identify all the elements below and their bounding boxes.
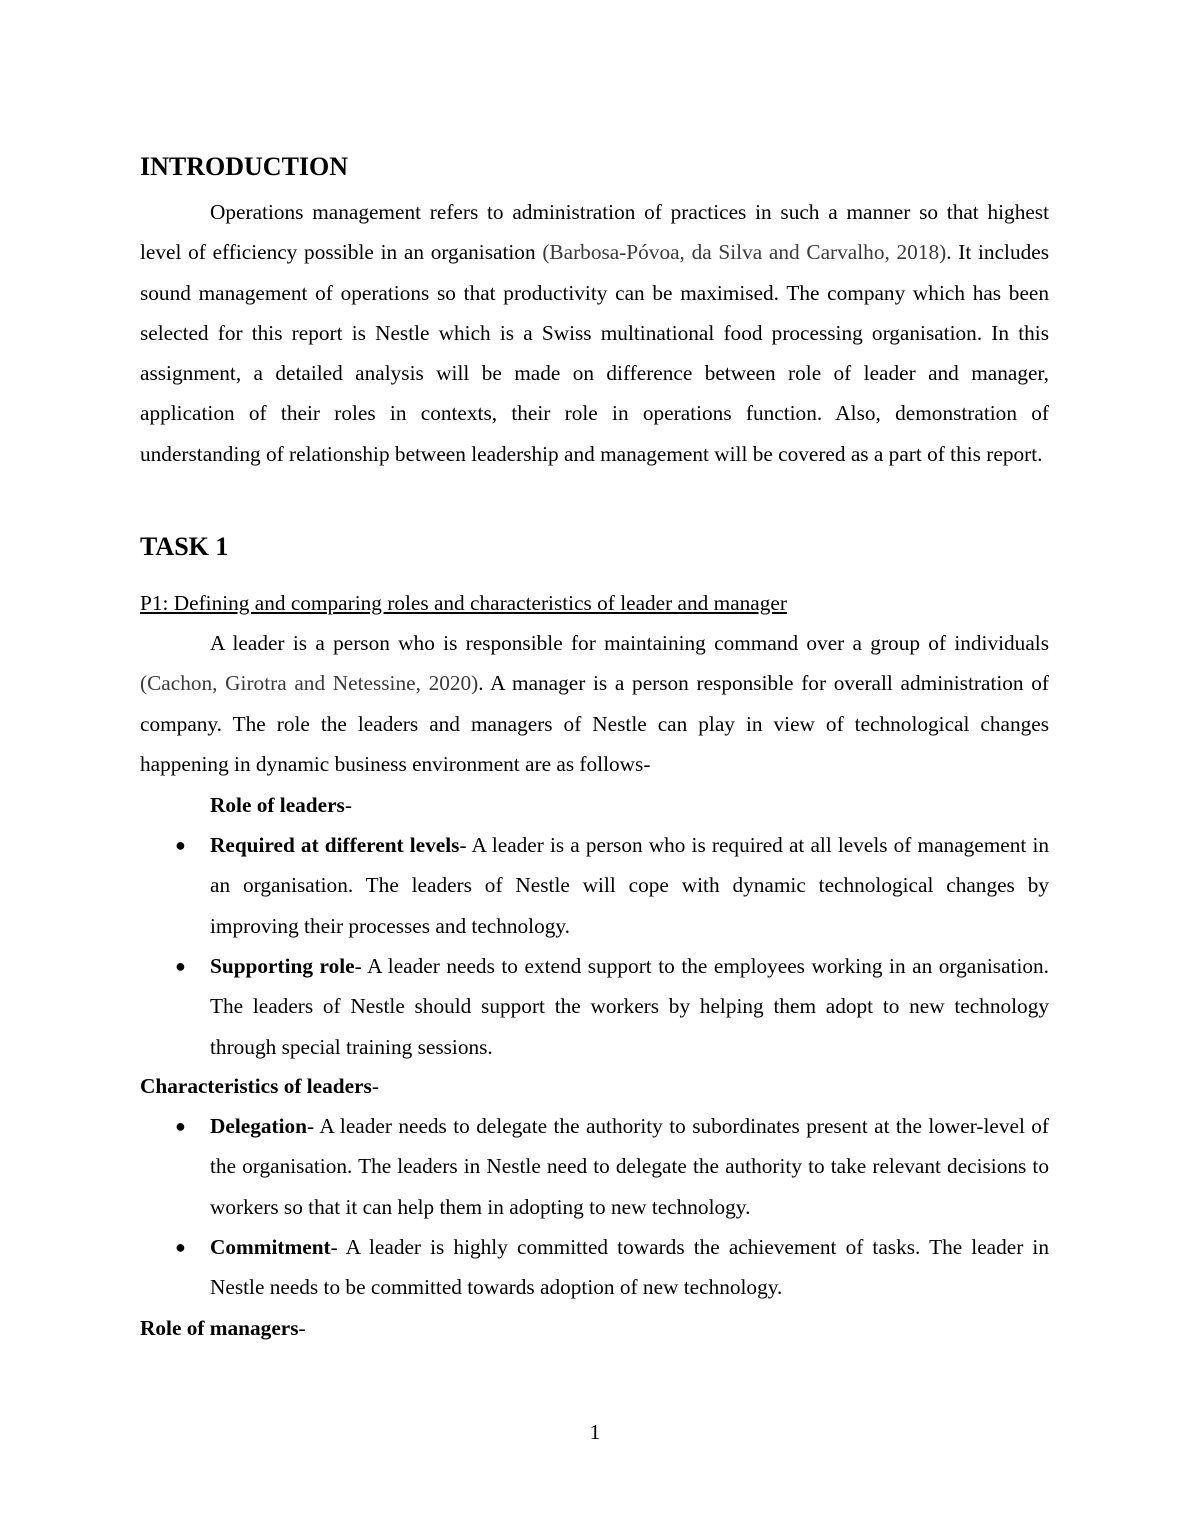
- task1-heading-block: [140, 532, 1049, 562]
- intro-text-1: Operations management refers to administration of practices in such a manner so that highest level of efficiency possible in an organisation: [140, 200, 1049, 265]
- intro-heading: INTRODUCTION: [140, 152, 349, 181]
- task1-citation: (Cachon, Girotra and Netessine, 2020): [140, 671, 479, 696]
- list-item-text: - A leader needs to delegate the authority to subordinates present at the lower-level of the organisation. The leaders in Nestle need to delegate the authority to take relevant decisions to workers so that it can help them in adopting to new technology.: [210, 1114, 1049, 1219]
- bullet-icon: ●: [175, 1116, 186, 1136]
- char-leaders-list: [140, 1106, 1049, 1227]
- char-leaders-title: [140, 1072, 1049, 1100]
- list-item-bold: Commitment: [210, 1235, 331, 1259]
- list-item: [140, 1227, 1049, 1308]
- bullet-icon: ●: [175, 835, 186, 855]
- list-item-text: - A leader is a person who is required at all levels of management in an organisation. The leaders of Nestle will cope with dynamic technological changes by improving their processes and technology.: [210, 833, 1050, 938]
- role-leaders-list: [140, 825, 1049, 946]
- role-managers-suffix: -: [298, 1316, 306, 1340]
- list-item-text: - A leader is highly committed towards the achievement of tasks. The leader in Nestle needs to be committed towards adoption of new technology.: [210, 1235, 1049, 1300]
- role-leaders-title: [140, 791, 1049, 819]
- list-item-text: - A leader needs to extend support to the employees working in an organisation. The leaders of Nestle should support the workers by helping them adopt to new technology through special training sessions.: [210, 954, 1049, 1059]
- task1-heading: TASK 1: [140, 532, 229, 561]
- list-item: [140, 825, 1049, 946]
- role-leaders-suffix: -: [344, 793, 352, 817]
- list-item: [140, 1106, 1049, 1227]
- role-leaders-title-text: Role of leaders: [210, 793, 345, 817]
- role-managers-title-text: Role of managers: [140, 1316, 299, 1340]
- char-leaders-list-2: [140, 1227, 1049, 1308]
- role-leaders-list-2: [140, 946, 1049, 1067]
- list-item-bold: Supporting role: [210, 954, 355, 978]
- task1-paragraph: [140, 623, 1049, 784]
- list-item-bold: Delegation: [210, 1114, 308, 1138]
- task1-text-1: A leader is a person who is responsible for maintaining command over a group of individuals: [210, 631, 1049, 655]
- list-item-bold: Required at different levels: [210, 833, 460, 857]
- intro-text-2: . It includes sound management of operations so that productivity can be maximised. The company which has been selected for this report is Nestle which is a Swiss multinational food processing organisation. In this assignment, a detailed analysis will be made on difference between role of leader and manager, application of their roles in contexts, their role in operations function. Also, demonstration of understanding of relationship between leadership and management will be covered as a part of this report.: [140, 240, 1049, 466]
- list-item: [140, 946, 1049, 1067]
- role-managers-title: [140, 1314, 1049, 1342]
- page-number: 1: [589, 1420, 601, 1444]
- intro-citation: (Barbosa-Póvoa, da Silva and Carvalho, 2018): [542, 240, 947, 265]
- bullet-icon: ●: [175, 956, 186, 976]
- char-leaders-suffix: -: [371, 1074, 379, 1098]
- task1-subheading: P1: Defining and comparing roles and characteristics of leader and manager: [140, 591, 787, 615]
- task1-text-2: . A manager is a person responsible for overall administration of company. The role the leaders and managers of Nestle can play in view of technological changes happening in dynamic business environment are as follows-: [140, 671, 1049, 776]
- intro-paragraph: [140, 192, 1049, 474]
- bullet-icon: ●: [175, 1237, 186, 1257]
- char-leaders-title-text: Characteristics of leaders: [140, 1074, 372, 1098]
- intro-heading-block: [140, 152, 1049, 182]
